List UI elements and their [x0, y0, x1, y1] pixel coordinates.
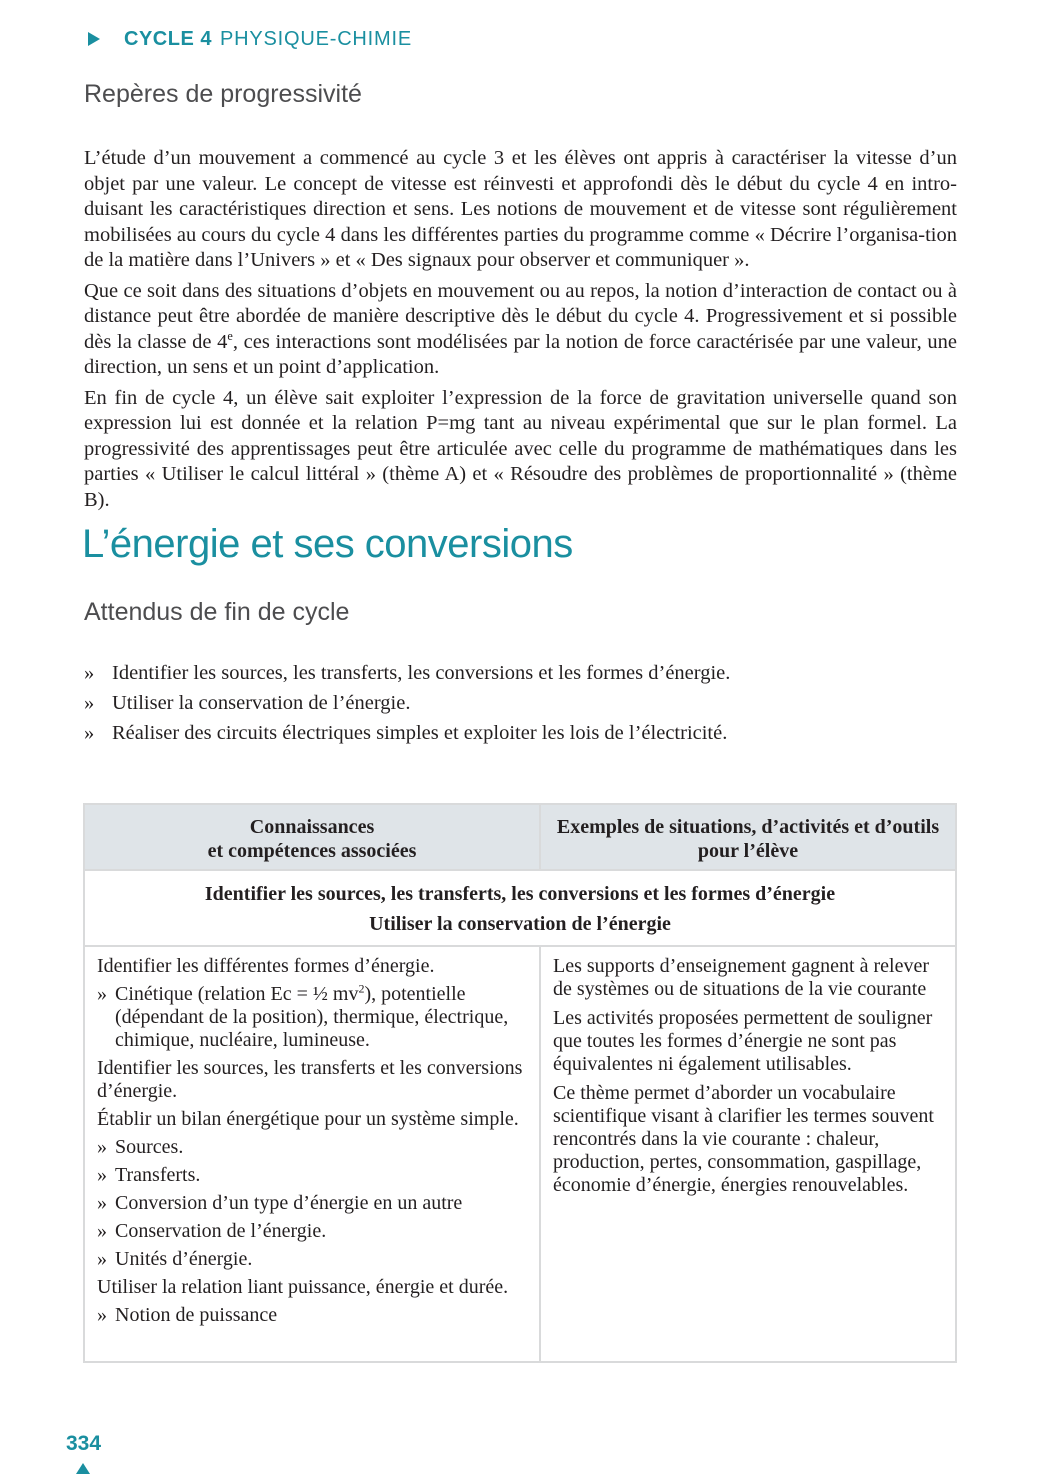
- section-title: L’énergie et ses conversions: [82, 522, 573, 566]
- bullet-marker: »: [97, 1220, 107, 1242]
- running-header: [88, 25, 412, 53]
- connaissances-cell: [84, 946, 540, 1362]
- bullet-marker: »: [97, 1304, 107, 1326]
- list-item-text: Réaliser des circuits électriques simples et exploiter les lois de l’électricité.: [112, 722, 728, 744]
- competence-line: Identifier les sources, les transferts et les conversions d’énergie.: [97, 1057, 523, 1102]
- bullet-marker: »: [84, 662, 95, 684]
- sub-item-text: Sources.: [115, 1136, 184, 1158]
- header-line: pour l’élève: [697, 840, 799, 862]
- paragraph: L’étude d’un mouvement a commencé au cycle 3 et les élèves ont appris à caractériser la vitesse d’un objet par une valeur. Le concept de vitesse est réinvesti et approfondi dès le début du cycle 4 en intro-duisant les caractéristiques direction et sens. Les notions de mouvement et de vitesse sont régulièrement mobilisées au cours du cycle 4 dans les différentes parties du programme comme « Décrire l’organisa-tion de la matière dans l’Univers » et « Des signaux pour observer et communiquer ».: [84, 147, 957, 271]
- triangle-up-icon: [76, 1463, 90, 1474]
- header-line: et compétences associées: [207, 840, 417, 862]
- example-paragraph: Les activités proposées permettent de souligner que toutes les formes d’énergie ne sont pas équivalentes ni également utilisables.: [553, 1007, 933, 1075]
- header-line: Exemples de situations, d’activités et d’outils: [556, 816, 940, 838]
- competences-table: [83, 803, 957, 1363]
- sub-item-text: Conversion d’un type d’énergie en un autre: [115, 1192, 463, 1214]
- table-row: [84, 946, 956, 1362]
- competence-line: Utiliser la relation liant puissance, énergie et durée.: [97, 1276, 509, 1298]
- bullet-marker: »: [97, 1248, 107, 1270]
- paragraph: [84, 279, 957, 381]
- sub-item: [97, 1136, 527, 1159]
- table-header-row: [84, 804, 956, 870]
- bullet-marker: »: [97, 1136, 107, 1158]
- exemples-cell: [540, 946, 956, 1362]
- bullet-marker: »: [97, 1192, 107, 1214]
- header-line: Connaissances: [249, 816, 375, 838]
- sub-item-text: Unités d’énergie.: [115, 1248, 253, 1270]
- competence-line: Identifier les différentes formes d’énergie.: [97, 955, 435, 977]
- competence-line: Établir un bilan énergétique pour un système simple.: [97, 1108, 519, 1130]
- superscript: 2: [358, 981, 365, 996]
- paragraph-text: Que ce soit dans des situations d’objets en mouvement ou au repos, la notion d’interaction de contact ou à distance peut être abordée de manière descriptive dès le début du cycle 4. Progressivement et si possible dès la classe de 4: [84, 279, 957, 353]
- sub-item: [97, 1304, 527, 1327]
- bullet-marker: »: [84, 722, 95, 744]
- list-item: [84, 658, 730, 688]
- column-header-exemples: [540, 804, 956, 870]
- bullet-marker: »: [97, 1164, 107, 1186]
- paragraph-text: , ces interactions sont modélisées par la notion de force caractérisée par une valeur, une direction, un sens et un point d’application.: [84, 330, 957, 378]
- list-item-text: Utiliser la conservation de l’énergie.: [112, 692, 411, 714]
- sub-item-text-part: Cinétique (relation Ec = ½ mv: [115, 983, 359, 1005]
- section-heading-reperes: Repères de progressivité: [84, 80, 362, 108]
- subheading-attendus: Attendus de fin de cycle: [84, 598, 350, 626]
- sub-item: [97, 983, 527, 1052]
- header-cycle: CYCLE 4: [124, 27, 212, 50]
- example-paragraph: Les supports d’enseignement gagnent à relever de systèmes ou de situations de la vie courante: [553, 955, 929, 1000]
- sub-item: [97, 1220, 527, 1243]
- header-subject: PHYSIQUE-CHIMIE: [219, 27, 412, 50]
- bullet-marker: »: [97, 983, 107, 1005]
- sub-item: [97, 1248, 527, 1271]
- superscript: e: [227, 328, 233, 343]
- table-band-row: [84, 870, 956, 946]
- column-header-connaissances: [84, 804, 540, 870]
- sub-item-text: [115, 983, 527, 1052]
- sub-item: [97, 1164, 527, 1187]
- bullet-marker: »: [84, 692, 95, 714]
- attendus-list: [84, 658, 730, 748]
- list-item: [84, 718, 730, 748]
- sub-item: [97, 1192, 527, 1215]
- sub-item-text: Notion de puissance: [115, 1304, 278, 1326]
- triangle-right-icon: [88, 32, 100, 46]
- sub-item-text-part: ), potentielle (dépendant de la position), thermique, électrique, chimique, nucléaire, lumineuse.: [115, 983, 509, 1051]
- paragraph: En fin de cycle 4, un élève sait exploiter l’expression de la force de gravitation universelle quand son expression lui est donnée et la relation P=mg tant au niveau expérimental que sur le plan formel. La progressivité des apprentissages peut être articulée avec celle du programme de mathématiques dans les parties « Utiliser le calcul littéral » (thème A) et « Résoudre des problèmes de proportionnalité » (thème B).: [84, 386, 957, 511]
- band-cell: [84, 870, 956, 946]
- sub-item-text: Transferts.: [115, 1164, 201, 1186]
- band-line: Utiliser la conservation de l’énergie: [369, 913, 671, 935]
- page-number: 334: [66, 1432, 102, 1455]
- reperes-body: [84, 146, 957, 518]
- band-line: Identifier les sources, les transferts, les conversions et les formes d’énergie: [204, 883, 836, 905]
- sub-item-text: Conservation de l’énergie.: [115, 1220, 327, 1242]
- list-item-text: Identifier les sources, les transferts, les conversions et les formes d’énergie.: [112, 662, 731, 684]
- example-paragraph: Ce thème permet d’aborder un vocabulaire scientifique visant à clarifier les termes souvent rencontrés dans la vie courante : chaleur, production, pertes, consommation, gaspillage, économie d’énergie, énergies renouvelables.: [553, 1082, 934, 1196]
- list-item: [84, 688, 730, 718]
